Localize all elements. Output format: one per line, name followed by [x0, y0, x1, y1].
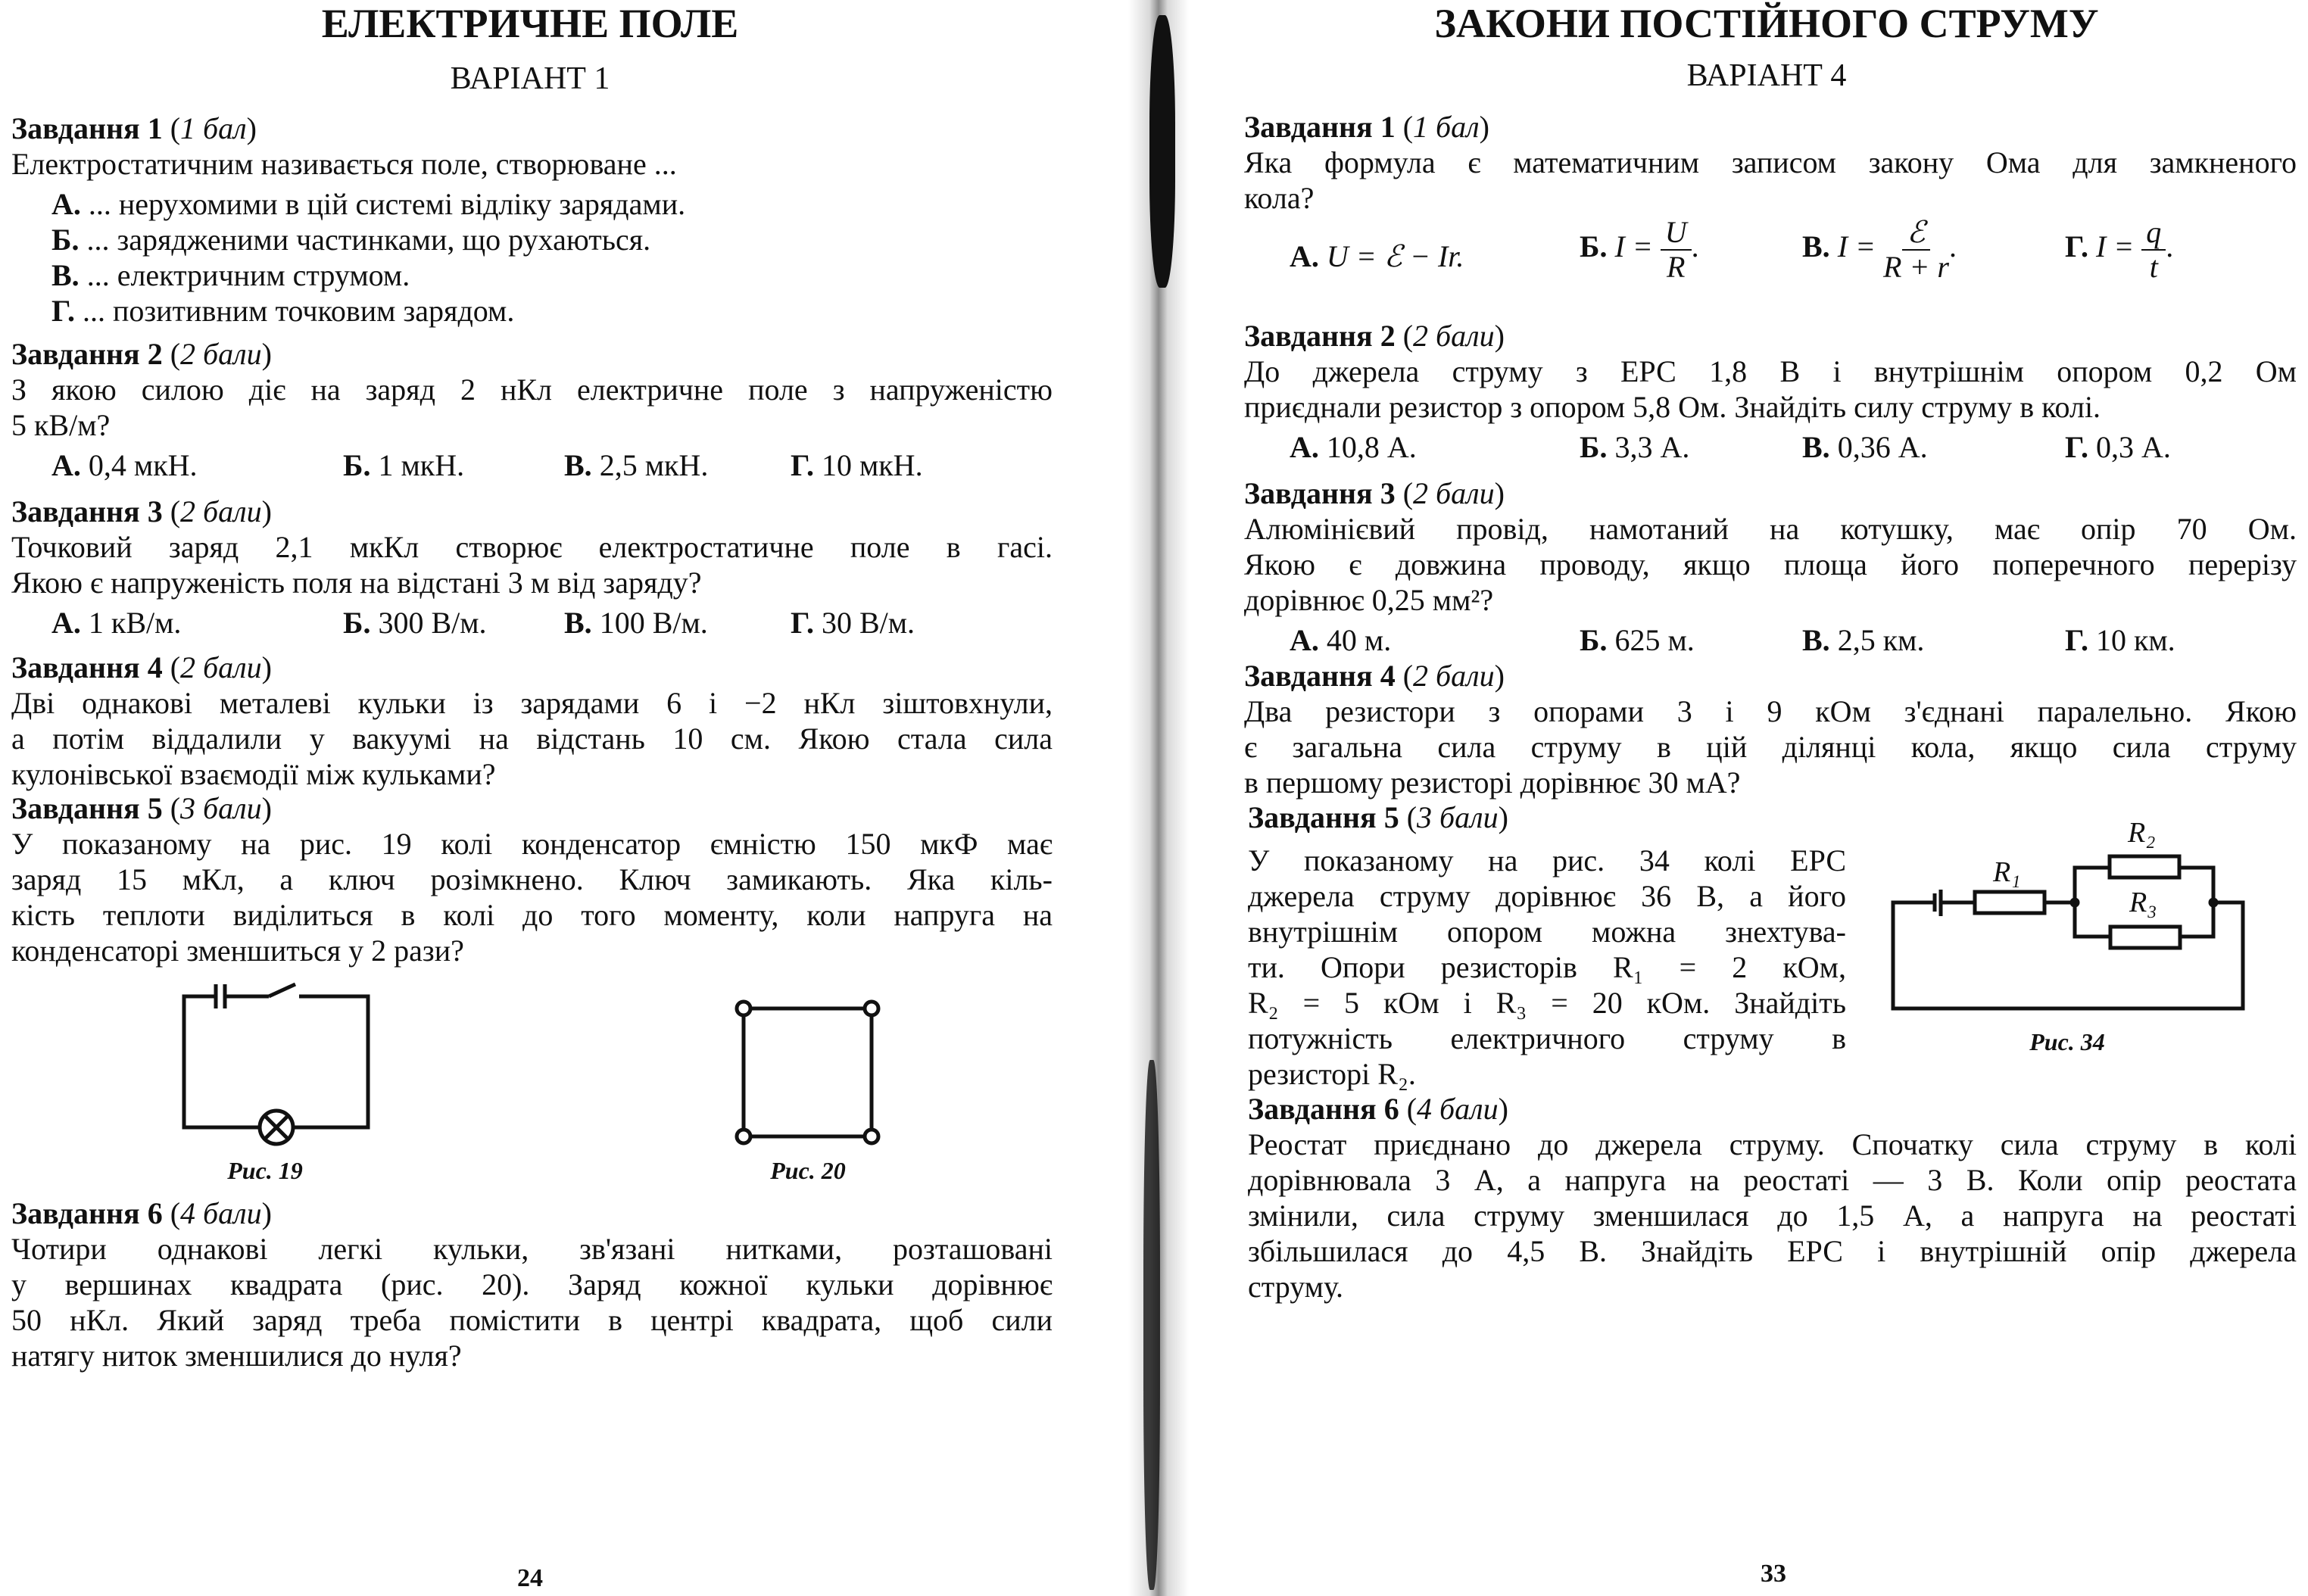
resistor-r1 — [1975, 892, 2044, 913]
option-d: Г. 0,3 А. — [2065, 430, 2171, 464]
task-title: Завдання 4 — [11, 650, 163, 684]
task-title: Завдання 2 — [1244, 319, 1396, 353]
task-2: Завдання 2 (2 бали) З якою силою діє на заряд 2 нКл електричне поле з напруженістю 5 кВ/м? А. 0,4 мкН. Б. 1 мкН. В. 2,5 мкН. Г. 10 мкН. — [11, 336, 1053, 485]
task-text: У показаному на рис. 34 колі ЕРС — [1248, 843, 1846, 877]
fig20-square-diagram — [737, 1002, 878, 1143]
task-text: змінили, сила струму зменшилася до 1,5 А, а напруга на реостаті — [1248, 1199, 2297, 1233]
task-1: Завдання 1 (1 бал) Яка формула є математичним записом закону Ома для замкненого кола? А. U = ℰ − Ir. Б. I = $\frac{U}{R}$ . В. I = $\frac{\text{ℰ}}{R + r}$ . Г. I = $\frac{q}{t}$ . — [1244, 109, 2297, 299]
option-a: А. 1 кВ/м. — [51, 606, 182, 640]
option-d: Г. ... позитивним точковим зарядом. — [51, 294, 515, 328]
figure-caption: Рис. 20 — [770, 1157, 846, 1184]
task-text: конденсаторі зменшиться у 2 рази? — [11, 934, 464, 968]
task-text: резисторі R₂. — [1248, 1057, 1416, 1091]
task-title: Завдання 2 — [11, 337, 163, 371]
task-points: 1 бал — [180, 111, 247, 145]
task-text: Якою є довжина проводу, якщо площа його поперечного перерізу — [1244, 547, 2297, 581]
page-title: ЕЛЕКТРИЧНЕ ПОЛЕ — [321, 1, 739, 46]
task-text: ти. Опори резисторів R₁ = 2 кОм, — [1248, 950, 1846, 984]
task-title: Завдання 4 — [1244, 659, 1396, 693]
task-text: дорівнювала 3 А, а напруга на реостаті — 3 В. Коли опір реостата — [1248, 1163, 2297, 1197]
variant-heading: ВАРІАНТ 4 — [1686, 58, 1847, 93]
task-points: 1 бал — [1413, 110, 1480, 144]
task-text: У показаному на рис. 19 колі конденсатор ємністю 150 мкФ має — [11, 827, 1053, 861]
task-text: заряд 15 мКл, а ключ розімкнено. Ключ замикають. Яка кіль- — [11, 862, 1053, 896]
task-4: Завдання 4 (2 бали) Дві однакові металеві кульки із зарядами 6 і −2 нКл зіштовхнули, а потім віддалили у вакуумі на відстань 10 см. Якою стала сила кулонівської взаємодії між кульками? — [11, 650, 1053, 791]
page-number: 24 — [517, 1564, 543, 1592]
task-text: кість теплоти виділиться в колі до того моменту, коли напруга на — [11, 898, 1053, 932]
option-c: В. 0,36 А. — [1802, 430, 1928, 464]
task-text: потужність електричного струму в — [1248, 1021, 1846, 1055]
task-text: Алюмінієвий провід, намотаний на котушку, має опір 70 Ом. — [1244, 512, 2297, 546]
answer-options — [1244, 425, 2297, 467]
option-b: Б. 1 мкН. — [343, 448, 465, 482]
option-c: В. 2,5 мкН. — [564, 448, 709, 482]
task-title: Завдання 1 — [1244, 110, 1396, 144]
task-points: 4 бали — [1417, 1092, 1499, 1126]
task-points: 2 бали — [1413, 659, 1495, 693]
answer-options — [1244, 618, 2297, 660]
task-5: Завдання 5 (3 бали) У показаному на рис. 34 колі ЕРС джерела струму дорівнює 36 В, а його внутрішнім опором можна знехтува- ти. Опори резисторів R₁ = 2 кОм, R₂ = 5 кОм і R₃ = 20 кОм. Знайдіть потужність електричного струму в резисторі R₂. — [1248, 800, 1846, 1091]
task-text: Два резистори з опорами 3 і 9 кОм з'єднані паралельно. Якою — [1244, 694, 2297, 728]
task-text: кулонівської взаємодії між кульками? — [11, 757, 496, 791]
option-d: Г. 30 В/м. — [791, 606, 915, 640]
option-b: Б. 625 м. — [1580, 623, 1695, 657]
option-a: А. ... нерухомими в цій системі відліку зарядами. — [51, 187, 686, 221]
option-b: Б. ... зарядженими частинками, що рухаються. — [51, 223, 651, 257]
r3-label: R₃ — [2129, 887, 2157, 918]
task-title: Завдання 3 — [11, 494, 163, 528]
task-1: Завдання 1 (1 бал) Електростатичним називається поле, створюване ... А. ... нерухомими в цій системі відліку зарядами. Б. ... зарядженими частинками, що рухаються. В. ... електричним струмом. Г. ... позитивним точковим зарядом. — [11, 111, 1053, 329]
option-a: А. 40 м. — [1290, 623, 1392, 657]
figure-caption: Рис. 34 — [2029, 1028, 2105, 1055]
formula-a: А. U = ℰ − Ir. — [1290, 239, 1464, 273]
task-text: Яка формула є математичним записом закону Ома для замкненого — [1244, 145, 2297, 179]
task-text: Якою є напруженість поля на відстані 3 м від заряду? — [11, 566, 702, 600]
switch-lever — [269, 984, 295, 996]
task-6: Завдання 6 (4 бали) Чотири однакові легкі кульки, зв'язані нитками, розташовані у вершинах квадрата (рис. 20). Заряд кожної кульки дорівнює 50 нКл. Який заряд треба помістити в центрі квадрата, щоб сили натягу ниток зменшилися до нуля? — [11, 1196, 1053, 1373]
page-title: ЗАКОНИ ПОСТІЙНОГО СТРУМУ — [1434, 1, 2099, 46]
task-text: Електростатичним називається поле, створюване ... — [11, 147, 677, 181]
task-points: 2 бали — [180, 494, 262, 528]
task-title: Завдання 5 — [11, 791, 163, 825]
task-text: R₂ = 5 кОм і R₃ = 20 кОм. Знайдіть — [1248, 986, 1846, 1020]
task-5: Завдання 5 (3 бали) У показаному на рис. 19 колі конденсатор ємністю 150 мкФ має заряд 15 мКл, а ключ розімкнено. Ключ замикають. Яка кіль- кість теплоти виділиться в колі до того моменту, коли напруга на конденсаторі зменшиться у 2 рази? — [11, 791, 1053, 968]
task-text: Чотири однакові легкі кульки, зв'язані нитками, розташовані — [11, 1232, 1053, 1266]
option-b: Б. 300 В/м. — [343, 606, 487, 640]
task-text: натягу ниток зменшилися до нуля? — [11, 1339, 462, 1373]
formula-c: В. I = $\frac{\text{ℰ}}{R + r}$ . — [1802, 215, 1957, 284]
option-d: Г. 10 км. — [2065, 623, 2175, 657]
task-2: Завдання 2 (2 бали) До джерела струму з ЕРС 1,8 В і внутрішнім опором 0,2 Ом приєднали резистор з опором 5,8 Ом. Знайдіть силу струму в колі. А. 10,8 А. Б. 3,3 А. В. 0,36 А. Г. 0,3 А. — [1244, 318, 2297, 467]
variant-heading: ВАРІАНТ 1 — [450, 61, 610, 96]
task-text: З якою силою діє на заряд 2 нКл електричне поле з напруженістю — [11, 373, 1053, 407]
task-title: Завдання 5 — [1248, 800, 1399, 834]
task-text: Реостат приєднано до джерела струму. Спочатку сила струму в колі — [1248, 1127, 2297, 1161]
formula-options — [1244, 216, 2297, 299]
task-6: Завдання 6 (4 бали) Реостат приєднано до джерела струму. Спочатку сила струму в колі дорівнювала 3 А, а напруга на реостаті — 3 В. Коли опір реостата змінили, сила струму зменшилася до 1,5 А, а напруга на реостаті збільшилася до 4,5 В. Знайдіть ЕРС і внутрішній опір джерела струму. — [1248, 1092, 2297, 1304]
task-text: внутрішнім опором можна знехтува- — [1248, 915, 1846, 949]
page-number: 33 — [1761, 1560, 1786, 1588]
figure-caption: Рис. 19 — [227, 1157, 303, 1184]
option-a: А. 10,8 А. — [1290, 430, 1417, 464]
option-a: А. 0,4 мкН. — [51, 448, 198, 482]
task-text: Дві однакові металеві кульки із зарядами 6 і −2 нКл зіштовхнули, — [11, 686, 1053, 720]
task-points: 3 бали — [1417, 800, 1499, 834]
task-text: приєднали резистор з опором 5,8 Ом. Знайдіть силу струму в колі. — [1244, 390, 2101, 424]
option-b: Б. 3,3 А. — [1580, 430, 1690, 464]
task-text: є загальна сила струму в цій ділянці кола, якщо сила струму — [1244, 730, 2297, 764]
option-c: В. ... електричним струмом. — [51, 258, 410, 292]
task-text: в першому резисторі дорівнює 30 мА? — [1244, 765, 1741, 800]
option-c: В. 100 В/м. — [564, 606, 708, 640]
task-text: 50 нКл. Який заряд треба помістити в центрі квадрата, щоб сили — [11, 1303, 1053, 1337]
task-title: Завдання 6 — [11, 1196, 163, 1230]
task-points: 2 бали — [180, 337, 262, 371]
task-points: 2 бали — [180, 650, 262, 684]
task-text: у вершинах квадрата (рис. 20). Заряд кожної кульки дорівнює — [11, 1267, 1053, 1301]
task-3: Завдання 3 (2 бали) Точковий заряд 2,1 мкКл створює електростатичне поле в гасі. Якою є напруженість поля на відстані 3 м від заряду? А. 1 кВ/м. Б. 300 В/м. В. 100 В/м. Г. 30 В/м. — [11, 494, 1053, 643]
task-text: До джерела струму з ЕРС 1,8 В і внутрішнім опором 0,2 Ом — [1244, 354, 2297, 388]
resistor-r2 — [2110, 856, 2179, 877]
task-points: 2 бали — [1413, 476, 1495, 510]
formula-b: Б. I = $\frac{U}{R}$ . — [1580, 215, 1699, 284]
task-title: Завдання 3 — [1244, 476, 1396, 510]
option-c: В. 2,5 км. — [1802, 623, 1925, 657]
task-text: дорівнює 0,25 мм²? — [1244, 583, 1494, 617]
task-text: збільшилася до 4,5 В. Знайдіть ЕРС і внутрішній опір джерела — [1248, 1234, 2297, 1268]
option-d: Г. 10 мкН. — [791, 448, 923, 482]
formula-d: Г. I = $\frac{q}{t}$ . — [2065, 215, 2174, 284]
task-3: Завдання 3 (2 бали) Алюмінієвий провід, намотаний на котушку, має опір 70 Ом. Якою є довжина проводу, якщо площа його поперечного перерізу дорівнює 0,25 мм²? А. 40 м. Б. 625 м. В. 2,5 км. Г. 10 км. — [1244, 475, 2297, 660]
task-points: 3 бали — [180, 791, 262, 825]
task-4: Завдання 4 (2 бали) Два резистори з опорами 3 і 9 кОм з'єднані паралельно. Якою є загальна сила струму в цій ділянці кола, якщо сила струму в першому резисторі дорівнює 30 мА? — [1244, 659, 2297, 800]
task-text: струму. — [1248, 1270, 1343, 1304]
resistor-r3 — [2110, 927, 2180, 948]
r2-label: R₂ — [2128, 817, 2156, 849]
fig34-circuit-diagram — [1893, 856, 2243, 1008]
task-text: джерела струму дорівнює 36 В, а його — [1248, 879, 1846, 913]
task-points: 4 бали — [180, 1196, 262, 1230]
task-text: Точковий заряд 2,1 мкКл створює електростатичне поле в гасі. — [11, 530, 1053, 564]
task-text: кола? — [1244, 181, 1315, 215]
task-title: Завдання 1 — [11, 111, 163, 145]
task-points: 2 бали — [1413, 319, 1495, 353]
task-title: Завдання 6 — [1248, 1092, 1399, 1126]
task-text: а потім віддалили у вакуумі на відстань 10 см. Якою стала сила — [11, 722, 1053, 756]
fig19-circuit-diagram — [184, 984, 368, 1144]
r1-label: R₁ — [1993, 856, 2021, 888]
task-text: 5 кВ/м? — [11, 408, 111, 442]
